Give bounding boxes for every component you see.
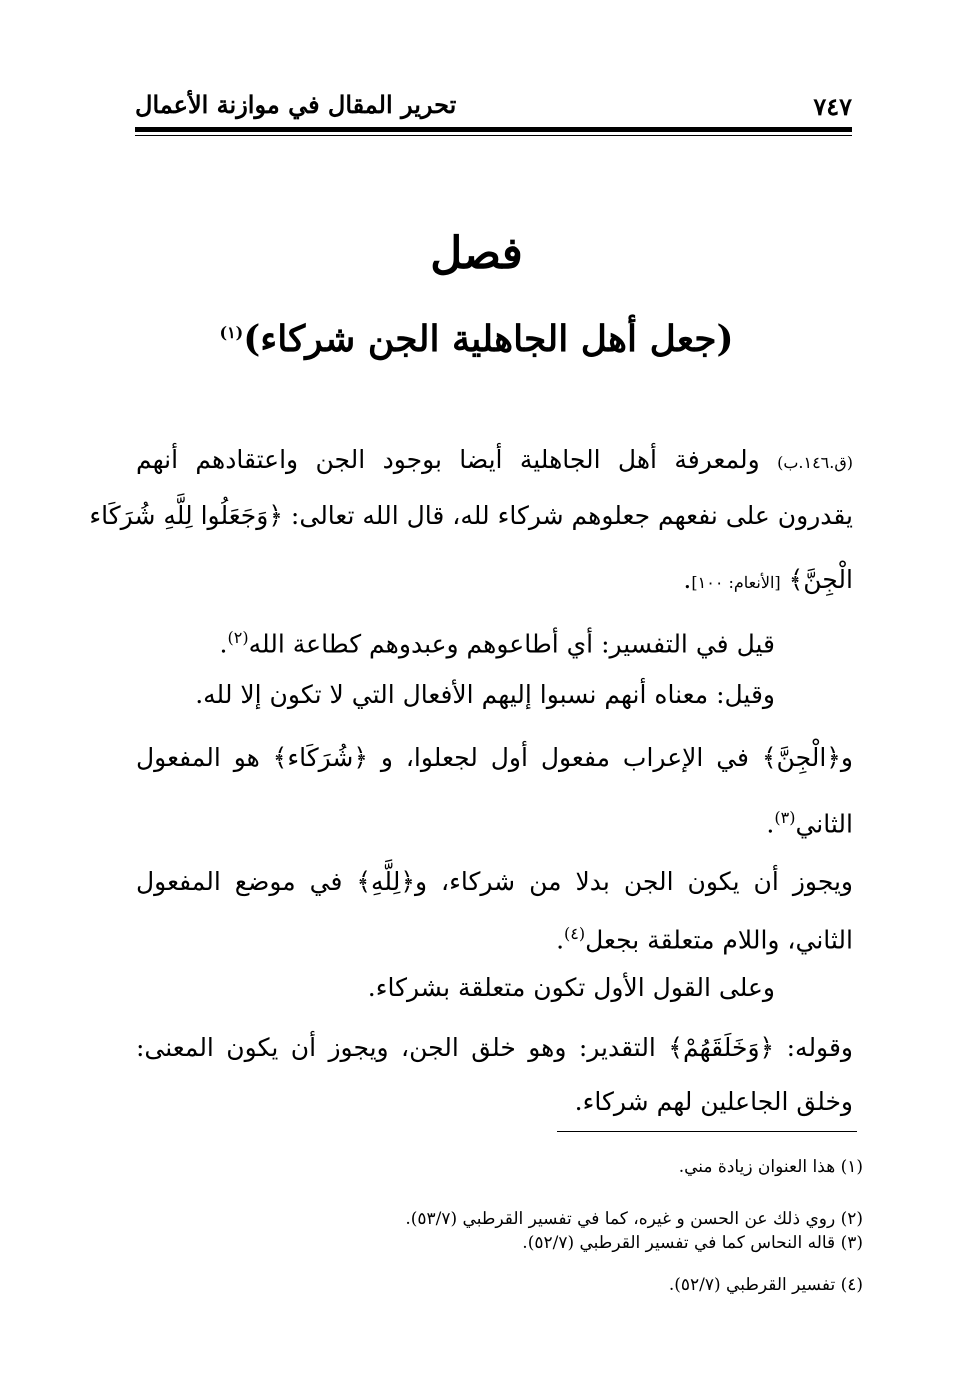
paragraph-1-text-1: ولمعرفة أهل الجاهلية أيضا بوجود الجن واعتقادهم أنهم <box>136 445 760 474</box>
paragraph-4-line-2 <box>136 798 853 844</box>
manuscript-ref: (ق.١٤٦.ب) <box>777 453 853 472</box>
quran-citation: [الأنعام: ١٠٠] <box>691 573 781 592</box>
footnote-1: (١) هذا العنوان زيادة مني. <box>678 1157 863 1177</box>
paragraph-2-text: قيل في التفسير: أي أطاعوهم وعبدوهم كطاعة الله <box>248 629 775 659</box>
paragraph-2-end: . <box>219 629 228 659</box>
footnote-2: (٢) روي ذلك عن الحسن و غيره، كما في تفسير القرطبي (٥٣/٧). <box>405 1209 863 1229</box>
footnote-ref-4: (٤) <box>564 924 586 943</box>
paragraph-5-end: . <box>556 925 565 955</box>
footnote-rule <box>557 1131 857 1132</box>
footnote-ref-1: (١) <box>219 323 244 342</box>
paragraph-1-line-2: يقدرون على نفعهم جعلوهم شركاء لله، قال الله تعالى: ﴿وَجَعَلُوا لِلَّهِ شُرَكَاء <box>89 501 853 530</box>
running-title: تحرير المقال في موازنة الأعمال <box>135 90 457 119</box>
paragraph-7-line-1: وقوله: ﴿وَخَلَقَهُمْ﴾ التقدير: وهو خلق الجن، ويجوز أن يكون المعنى: <box>136 1033 853 1062</box>
paragraph-7-line-2: وخلق الجاعلين لهم شركاء. <box>574 1087 853 1116</box>
footnote-ref-3: (٣) <box>774 808 796 827</box>
footnote-ref-2: (٢) <box>227 628 249 647</box>
paragraph-5-text-2: الثاني، واللام متعلقة بجعل <box>585 925 853 955</box>
paragraph-4-end: . <box>766 809 775 839</box>
footnote-4: (٤) تفسير القرطبي (٥٢/٧). <box>668 1275 863 1295</box>
section-title-text: (جعل أهل الجاهلية الجن شركاء) <box>243 318 734 360</box>
paragraph-5-line-1: ويجوز أن يكون الجن بدلا من شركاء، و﴿لِلَّهِ﴾ في موضع المفعول <box>136 867 854 896</box>
footnote-3: (٣) قاله النحاس كما في تفسير القرطبي (٥٢/٧). <box>522 1233 863 1253</box>
paragraph-1-line-3 <box>136 560 853 603</box>
page-header <box>135 86 852 130</box>
paragraph-4-text-2: الثاني <box>795 809 853 839</box>
paragraph-3: وقيل: معناه أنهم نسبوا إليهم الأفعال التي لا تكون إلا لله. <box>195 680 775 709</box>
paragraph-6: وعلى القول الأول تكون متعلقة بشركاء. <box>367 973 775 1002</box>
header-rule-thick <box>135 127 852 132</box>
header-rule-thin <box>135 135 852 136</box>
quran-word: الْجِنَّ﴾ <box>788 565 853 594</box>
section-title <box>0 318 953 360</box>
paragraph-4-line-1: و﴿الْجِنَّ﴾ في الإعراب مفعول أول لجعلوا، و ﴿شُرَكَاء﴾ هو المفعول <box>136 743 853 772</box>
paragraph-2 <box>136 618 775 664</box>
paragraph-1-end: . <box>683 565 692 594</box>
paragraph-1-line-1 <box>136 440 853 483</box>
page-number: ٧٤٧ <box>813 92 852 121</box>
section-heading: فصل <box>430 228 523 279</box>
paragraph-5-line-2 <box>136 914 853 960</box>
